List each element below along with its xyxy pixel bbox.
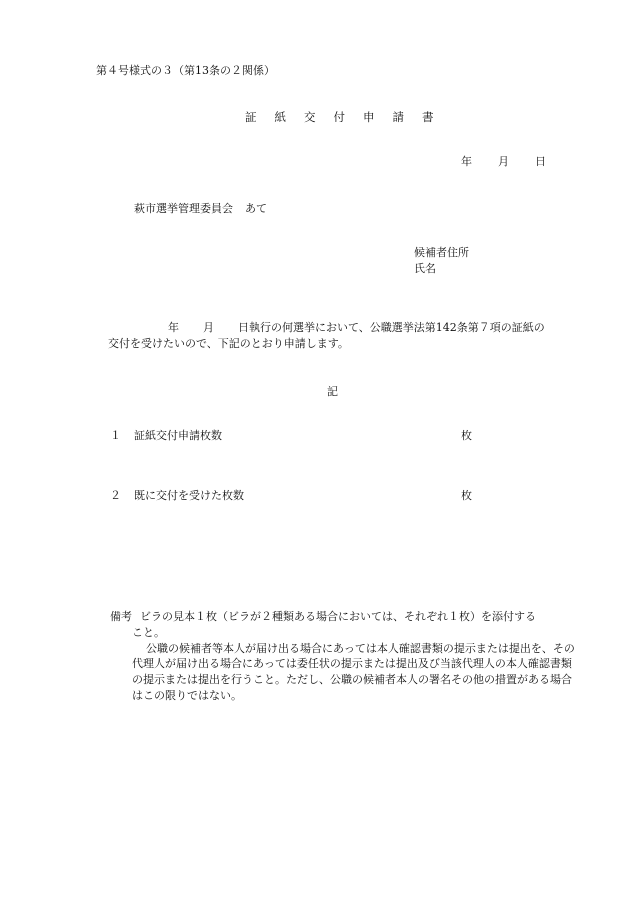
addressee bbox=[134, 201, 267, 217]
candidate-name-label: 氏名 bbox=[414, 262, 436, 275]
list-item bbox=[110, 488, 490, 504]
list-item bbox=[110, 428, 490, 444]
candidate-block bbox=[414, 245, 469, 277]
remarks-note: 公職の候補者等本人が届け出る場合にあっては本人確認書類の提示または提出を、その代理人が届け出る場合にあっては委任状の提示または提出及び当該代理人の本人確認書類の提示または提出を行うこと。ただし、公職の候補者本人の署名その他の措置がある場合はこの限りではない。 bbox=[132, 641, 575, 702]
date-year-label: 年 bbox=[461, 155, 472, 168]
body-line-1 bbox=[96, 320, 576, 336]
remarks-line-1 bbox=[110, 609, 580, 625]
application-body bbox=[96, 320, 576, 352]
remarks-line-2: こと。 bbox=[132, 625, 165, 639]
remarks-text-1: ビラの見本１枚（ビラが２種類ある場合においては、それぞれ１枚）を添付する bbox=[140, 610, 536, 623]
item-number: ２ bbox=[110, 489, 121, 502]
addressee-name: 萩市選挙管理委員会 bbox=[134, 202, 233, 215]
remarks bbox=[110, 609, 580, 704]
date-day-label: 日 bbox=[535, 155, 546, 168]
candidate-address-label: 候補者住所 bbox=[414, 246, 469, 259]
body-month-label: 月 bbox=[203, 321, 214, 334]
document-title: 証紙交付申請書 bbox=[245, 110, 452, 124]
date-month-label: 月 bbox=[498, 155, 509, 168]
item-unit: 枚 bbox=[461, 429, 472, 442]
body-line-2: 交付を受けたいので、下記のとおり申請します。 bbox=[108, 336, 349, 350]
item-number: １ bbox=[110, 429, 121, 442]
item-label: 証紙交付申請枚数 bbox=[134, 429, 222, 442]
body-text-1: 日執行の何選挙において、公職選挙法第142条第７項の証紙の bbox=[238, 321, 545, 334]
item-unit: 枚 bbox=[461, 489, 472, 502]
item-label: 既に交付を受けた枚数 bbox=[134, 489, 244, 502]
remarks-head: 備考 bbox=[110, 610, 132, 623]
form-number: 第４号様式の３（第13条の２関係） bbox=[96, 64, 275, 77]
addressee-suffix: あて bbox=[245, 202, 267, 215]
date-line bbox=[461, 154, 546, 170]
ki-heading: 記 bbox=[327, 385, 338, 398]
body-year-label: 年 bbox=[168, 321, 179, 334]
